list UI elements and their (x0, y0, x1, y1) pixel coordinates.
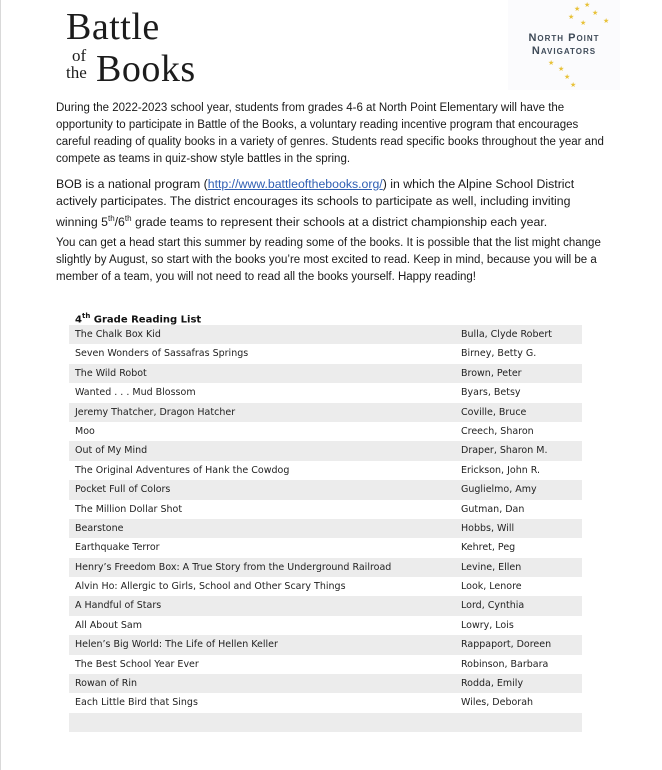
book-row (69, 422, 582, 441)
book-row (69, 519, 582, 538)
book-author: Brown, Peter (461, 367, 522, 379)
reading-list-grade-suffix: th (81, 312, 91, 320)
book-author: Look, Lenore (461, 581, 522, 593)
p2-text-before: BOB is a national program ( (56, 177, 208, 191)
p2-slash-six: /6 (114, 215, 125, 230)
book-author: Wiles, Deborah (461, 697, 534, 709)
battle-of-the-books-logo (66, 6, 206, 90)
book-author: Lowry, Lois (461, 619, 514, 631)
book-author: Coville, Bruce (461, 406, 527, 418)
star-icon: ★ (570, 82, 577, 89)
book-row (69, 441, 582, 460)
book-row (69, 325, 582, 344)
book-title: Jeremy Thatcher, Dragon Hatcher (75, 406, 236, 418)
star-icon: ★ (548, 60, 555, 67)
book-row (69, 538, 582, 557)
book-title: Moo (75, 425, 95, 437)
logo-word-battle: Battle (66, 6, 160, 48)
book-title: Rowan of Rin (75, 678, 138, 690)
p2-sup-th-2: th (124, 214, 132, 223)
book-title: Bearstone (75, 522, 124, 534)
logo-word-of: of (72, 46, 87, 65)
book-author: Byars, Betsy (461, 387, 521, 399)
star-icon: ★ (580, 20, 587, 27)
bob-website-link[interactable]: http://www.battleofthebooks.org/ (207, 177, 383, 191)
reading-list-title (69, 307, 582, 325)
logo-word-the: the (66, 63, 87, 82)
book-author: Rappaport, Doreen (461, 639, 552, 651)
star-icon: ★ (603, 18, 610, 25)
star-icon: ★ (574, 6, 581, 13)
book-row (69, 596, 582, 615)
reading-list-rows (69, 325, 582, 732)
book-title: Helen’s Big World: The Life of Hellen Keller (75, 639, 278, 651)
book-author: Creech, Sharon (461, 425, 534, 437)
intro-paragraph-2 (56, 176, 612, 231)
book-author: Erickson, John R. (461, 464, 541, 476)
logo-line-navigators: Navigators (531, 45, 597, 57)
book-author: Rodda, Emily (461, 678, 524, 690)
book-author: Birney, Betty G. (461, 348, 537, 360)
logo-word-books: Books (96, 48, 196, 90)
book-author: Robinson, Barbara (461, 658, 549, 670)
book-title: Alvin Ho: Allergic to Girls, School and Other Scary Things (75, 581, 346, 593)
p2-sup-th-1: th (107, 214, 115, 223)
book-title: The Wild Robot (75, 367, 147, 379)
book-row (69, 655, 582, 674)
reading-list-grade: 4 (75, 314, 82, 326)
book-title: Earthquake Terror (75, 542, 160, 554)
star-icon: ★ (584, 2, 591, 9)
book-author: Gutman, Dan (461, 503, 525, 515)
book-author: Hobbs, Will (461, 522, 515, 534)
north-point-navigators-logo (508, 0, 620, 90)
book-author: Lord, Cynthia (461, 600, 525, 612)
book-row (69, 635, 582, 654)
book-row (69, 344, 582, 363)
book-author: Bulla, Clyde Robert (461, 329, 552, 340)
book-row (69, 558, 582, 577)
book-author: Levine, Ellen (461, 561, 522, 573)
reading-list-title-text: Grade Reading List (90, 314, 202, 326)
star-icon: ★ (558, 66, 565, 73)
book-row (69, 480, 582, 499)
book-title: The Original Adventures of Hank the Cowdog (75, 464, 290, 476)
star-icon: ★ (564, 74, 571, 81)
book-title: Wanted . . . Mud Blossom (75, 387, 196, 399)
book-author: Kehret, Peg (461, 542, 516, 554)
book-title: The Million Dollar Shot (75, 503, 183, 515)
book-title: All About Sam (75, 619, 143, 631)
book-title: Seven Wonders of Sassafras Springs (75, 348, 249, 360)
book-title: Pocket Full of Colors (75, 484, 171, 496)
book-author: Draper, Sharon M. (461, 445, 548, 457)
book-row (69, 364, 582, 383)
logo-line-north-point: North Point (528, 32, 600, 44)
book-row (69, 461, 582, 480)
book-title: The Chalk Box Kid (75, 329, 161, 340)
book-title: Out of My Mind (75, 445, 148, 457)
book-row (69, 500, 582, 519)
book-title: A Handful of Stars (75, 600, 162, 612)
book-row (69, 616, 582, 635)
star-icon: ★ (568, 14, 575, 21)
book-title: The Best School Year Ever (75, 658, 199, 670)
p2-text-after-2: grade teams to represent their schools at a district championship each year. (131, 215, 548, 230)
star-icon: ★ (592, 10, 599, 17)
intro-paragraph-1: During the 2022-2023 school year, students from grades 4-6 at North Point Elementary will have the opportunity to participate in Battle of the Books, a voluntary reading incentive program that encourages careful reading of quality books in a variety of genres. Students read specific books throughout the year and compete as teams in quiz-show style battles in the spring. (56, 102, 604, 165)
book-row (69, 674, 582, 693)
book-title: Henry’s Freedom Box: A True Story from the Underground Railroad (75, 561, 392, 573)
book-row (69, 383, 582, 402)
book-author: Guglielmo, Amy (461, 484, 537, 496)
book-row (69, 693, 582, 712)
book-row (69, 403, 582, 422)
page-edge (0, 0, 1, 770)
intro-paragraph-3: You can get a head start this summer by reading some of the books. It is possible that the list might change slightly by August, so start with the books you’re most excited to read. Keep in mind, because you will be a member of a team, you will not need to read all the books yourself. Happy reading! (56, 237, 601, 283)
empty-row (69, 713, 582, 732)
reading-list-table (69, 307, 582, 732)
book-title: Each Little Bird that Sings (75, 697, 198, 709)
book-row (69, 577, 582, 596)
p2-text-after-1: ) in which the Alpine School District actively participates. The district encourages its schools to participate as well, including inviting winning 5 (56, 177, 575, 230)
